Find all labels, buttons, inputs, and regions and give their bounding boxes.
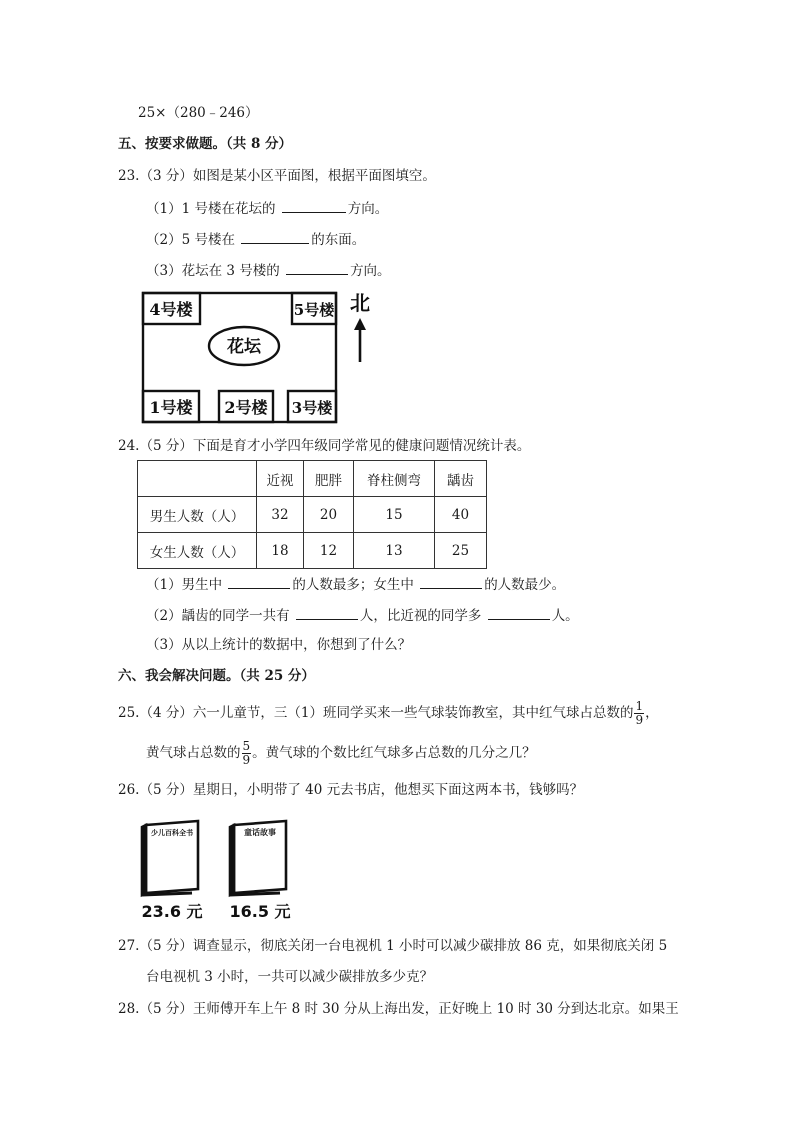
q23-part3-post: 方向。	[350, 263, 391, 279]
q23-part3	[146, 260, 391, 280]
table-header-cell: 脊柱侧弯	[354, 461, 435, 497]
q24-part2-pre: （2）龋齿的同学一共有	[146, 608, 294, 624]
q23-part3-pre: （3）花坛在 3 号楼的	[146, 263, 285, 279]
table-header-row	[138, 461, 487, 497]
q23-stem: 23.（3 分）如图是某小区平面图，根据平面图填空。	[118, 168, 436, 184]
fraction-numerator: 1	[635, 699, 644, 713]
q23-part2	[146, 229, 365, 249]
table-header-cell: 近视	[257, 461, 304, 497]
fraction-numerator: 5	[242, 739, 251, 753]
q27-line2: 台电视机 3 小时，一共可以减少碳排放多少克？	[146, 969, 434, 985]
fraction-denominator: 9	[242, 753, 251, 767]
table-header-cell: 肥胖	[304, 461, 354, 497]
table-cell: 12	[304, 533, 354, 569]
q23-part1	[146, 198, 388, 218]
table-cell: 13	[354, 533, 435, 569]
q24-part2-mid: 人，比近视的同学多	[359, 608, 486, 624]
q27-line1: 27.（5 分）调查显示，彻底关闭一台电视机 1 小时可以减少碳排放 86 克，如果彻底关闭 5	[118, 938, 668, 954]
table-cell: 25	[435, 533, 487, 569]
table-cell: 32	[257, 497, 304, 533]
q23-part1-post: 方向。	[347, 201, 389, 217]
q24-part1	[146, 574, 565, 594]
table-row	[138, 497, 487, 533]
answer-blank[interactable]	[228, 574, 290, 589]
q23-part2-pre: （2）5 号楼在	[146, 232, 240, 248]
q25-line1	[118, 700, 659, 727]
books-illustration	[140, 815, 310, 925]
table-cell: 15	[354, 497, 435, 533]
q24-part3: （3）从以上统计的数据中，你想到了什么？	[146, 637, 412, 653]
q24-part1-mid: 的人数最多；女生中	[292, 577, 419, 593]
building-3-label: 3号楼	[291, 399, 333, 417]
fraction-denominator: 9	[635, 713, 644, 727]
book-1-title: 少儿百科全书	[151, 829, 193, 837]
book-2-bottom	[230, 893, 280, 895]
book-1-spine	[142, 825, 146, 895]
q25-line2	[146, 740, 536, 767]
fraction-five-ninths	[242, 740, 252, 767]
q25-line2-post: 。黄气球的个数比红气球多占总数的几分之几？	[252, 745, 536, 761]
q24-stem: 24.（5 分）下面是育才小学四年级同学常见的健康问题情况统计表。	[118, 438, 531, 454]
q24-part2	[146, 605, 579, 625]
community-plan-map	[140, 290, 380, 425]
section-5-title: 五、按要求做题。（共 8 分）	[118, 136, 293, 152]
building-4-label: 4号楼	[149, 300, 193, 319]
book-1-bottom	[142, 893, 192, 895]
table-header-cell: 龋齿	[435, 461, 487, 497]
north-label: 北	[350, 291, 370, 315]
table-cell: 20	[304, 497, 354, 533]
health-stats-table	[137, 460, 487, 569]
q24-part2-post: 人。	[551, 608, 579, 624]
answer-blank[interactable]	[282, 198, 346, 213]
book-2-price: 16.5 元	[229, 902, 291, 921]
north-arrow-icon	[354, 318, 366, 362]
q23-part2-post: 的东面。	[311, 232, 366, 248]
q25-line1-text: 25.（4 分）六一儿童节，三（1）班同学买来一些气球装饰教室，其中红气球占总数的	[118, 705, 634, 721]
building-5-label: 5号楼	[293, 301, 335, 319]
answer-blank[interactable]	[241, 229, 309, 244]
q26-stem: 26.（5 分）星期日，小明带了 40 元去书店，他想买下面这两本书，钱够吗？	[118, 782, 584, 798]
table-row	[138, 533, 487, 569]
book-1-price: 23.6 元	[141, 902, 203, 921]
table-cell: 男生人数（人）	[138, 497, 257, 533]
garden-label: 花坛	[227, 337, 261, 357]
answer-blank[interactable]	[296, 605, 358, 620]
answer-blank[interactable]	[488, 605, 550, 620]
building-2-label: 2号楼	[224, 398, 268, 417]
q24-part1-pre: （1）男生中	[146, 577, 227, 593]
answer-blank[interactable]	[420, 574, 482, 589]
book-2-spine	[230, 825, 234, 895]
table-cell: 女生人数（人）	[138, 533, 257, 569]
book-2-title: 童话故事	[244, 828, 276, 837]
table-cell: 40	[435, 497, 487, 533]
table-header-cell	[138, 461, 257, 497]
building-1-label: 1号楼	[149, 398, 193, 417]
q28-line1: 28.（5 分）王师傅开车上午 8 时 30 分从上海出发，正好晚上 10 时 30 分到达北京。如果王	[118, 1001, 679, 1017]
q24-part1-post: 的人数最少。	[484, 577, 566, 593]
q25-line2-pre: 黄气球占总数的	[146, 745, 241, 761]
q25-line1-end: ，	[645, 705, 659, 721]
q23-part1-pre: （1）1 号楼在花坛的	[146, 201, 280, 217]
answer-blank[interactable]	[286, 260, 348, 275]
table-cell: 18	[257, 533, 304, 569]
expression-line: 25×（280﹣246）	[138, 105, 259, 121]
fraction-one-ninth	[634, 700, 644, 727]
section-6-title: 六、我会解决问题。（共 25 分）	[118, 668, 315, 684]
